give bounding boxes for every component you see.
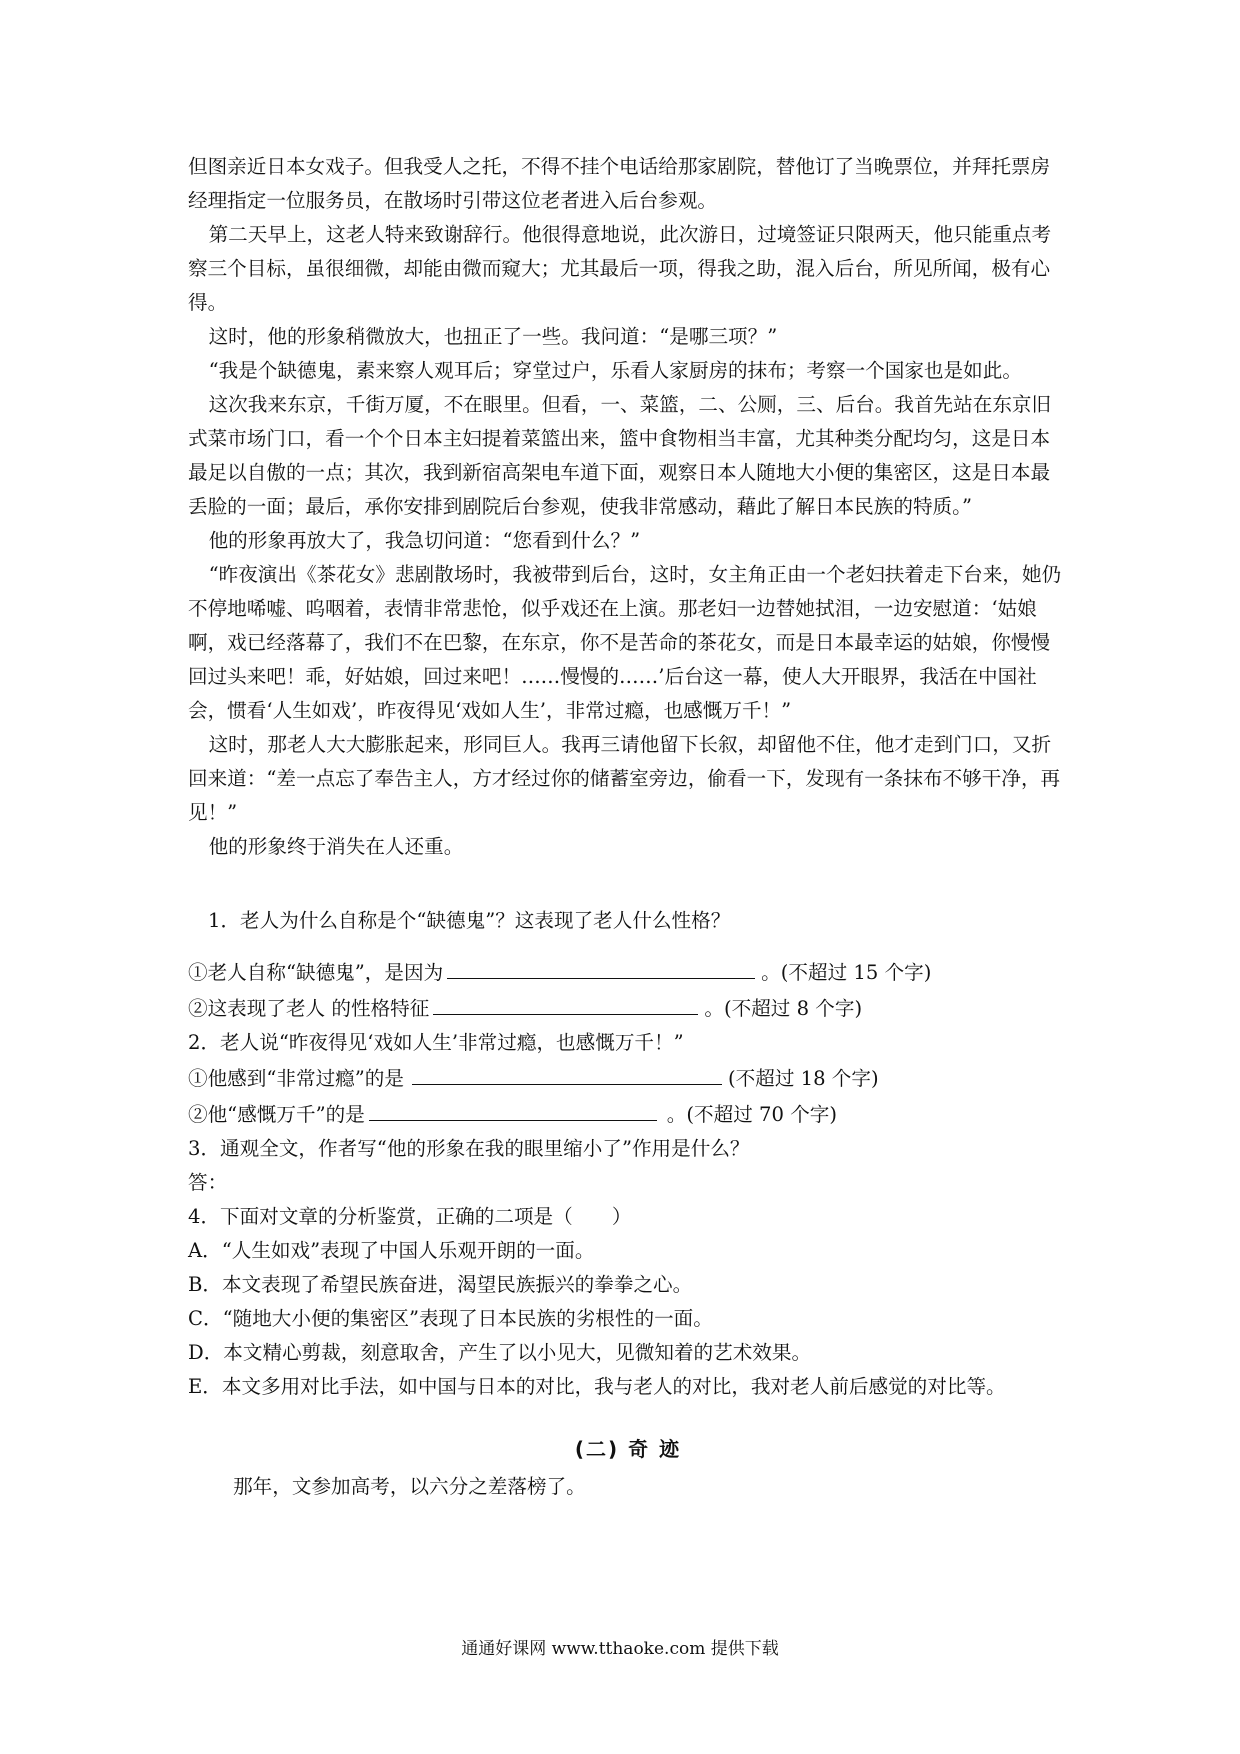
option-e[interactable]: E．本文多用对比手法，如中国与日本的对比，我与老人的对比，我对老人前后感觉的对比等。 <box>188 1375 1006 1398</box>
section-2-first-line: 那年，文参加高考，以六分之差落榜了。 <box>233 1475 586 1498</box>
question-1b <box>188 990 1068 1026</box>
answer-blank-2b[interactable] <box>369 1096 657 1121</box>
paragraph-1: 但图亲近日本女戏子。但我受人之托，不得不挂个电话给那家剧院，替他订了当晚票位，并拜托票房经理指定一位服务员，在散场时引带这位老者进入后台参观。 <box>188 155 1051 212</box>
question-3: 3．通观全文，作者写“他的形象在我的眼里缩小了”作用是什么？ <box>188 1137 750 1160</box>
answer-blank-2a[interactable] <box>412 1060 722 1085</box>
question-1b-limit: 。(不超过 8 个字) <box>704 997 863 1020</box>
paragraph-6: 他的形象再放大了，我急切问道：“您看到什么？” <box>208 529 641 552</box>
page-footer: 通通好课网 www.tthaoke.com 提供下载 <box>461 1639 779 1659</box>
option-a[interactable]: A．“人生如戏”表现了中国人乐观开朗的一面。 <box>188 1239 595 1262</box>
question-4: 4．下面对文章的分析鉴赏，正确的二项是（ ） <box>188 1205 632 1228</box>
paragraph-2: 第二天早上，这老人特来致谢辞行。他很得意地说，此次游日，过境签证只限两天，他只能重点考察三个目标，虽很细微，却能由微而窥大；尤其最后一项，得我之助，混入后台，所见所闻，极有心得。 <box>188 223 1052 314</box>
question-1: 1．老人为什么自称是个“缺德鬼”？这表现了老人什么性格？ <box>208 909 731 932</box>
paragraph-3: 这时，他的形象稍微放大，也扭正了一些。我问道：“是哪三项？” <box>208 325 778 348</box>
paragraph-8: 这时，那老人大大膨胀起来，形同巨人。我再三请他留下长叙，却留他不住，他才走到门口，又折回来道：“差一点忘了奉告主人，方才经过你的储蓄室旁边，偷看一下，发现有一条抹布不够干净，再见！” <box>188 733 1061 824</box>
document-body <box>188 150 1068 1504</box>
paragraph-9: 他的形象终于消失在人还重。 <box>208 835 464 858</box>
option-d[interactable]: D．本文精心剪裁，刻意取舍，产生了以小见大，见微知着的艺术效果。 <box>188 1341 812 1364</box>
option-b[interactable]: B．本文表现了希望民族奋进，渴望民族振兴的拳拳之心。 <box>188 1273 693 1296</box>
question-2a-prompt: ①他感到“非常过瘾”的是 <box>188 1067 404 1090</box>
questions-section <box>188 904 1068 1404</box>
question-1a-limit: 。(不超过 15 个字) <box>761 961 932 984</box>
section-2-title: (二) 奇 迹 <box>574 1437 682 1461</box>
paragraph-5: 这次我来东京，千街万厦，不在眼里。但看，一、菜篮，二、公厕，三、后台。我首先站在东京旧式菜市场门口，看一个个日本主妇提着菜篮出来，篮中食物相当丰富，尤其种类分配均匀，这是日本最足以自傲的一点；其次，我到新宿高架电车道下面，观察日本人随地大小便的集密区，这是日本最丢脸的一面；最后，承你安排到剧院后台参观，使我非常感动，藉此了解日本民族的特质。” <box>188 393 1052 518</box>
story-text <box>188 150 1068 864</box>
paragraph-7: “昨夜演出《茶花女》悲剧散场时，我被带到后台，这时，女主角正由一个老妇扶着走下台来，她仍不停地唏嘘、呜咽着，表情非常悲怆，似乎戏还在上演。那老妇一边替她拭泪，一边安慰道：‘姑娘啊，戏已经落幕了，我们不在巴黎，在东京，你不是苦命的茶花女，而是日本最幸运的姑娘，你慢慢回过头来吧！乖，好姑娘，回过来吧！……慢慢的……’后台这一幕，使人大开眼界，我活在中国社会，惯看‘人生如戏’，昨夜得见‘戏如人生’，非常过瘾，也感慨万千！” <box>188 563 1062 722</box>
question-2: 2．老人说“昨夜得见‘戏如人生’非常过瘾，也感慨万千！” <box>188 1031 684 1054</box>
paragraph-4: “我是个缺德鬼，素来察人观耳后；穿堂过户，乐看人家厨房的抹布；考察一个国家也是如此。 <box>208 359 1022 382</box>
question-2b <box>188 1096 1068 1132</box>
question-2b-limit: 。(不超过 70 个字) <box>666 1103 838 1126</box>
question-2b-prompt: ②他“感慨万千”的是 <box>188 1103 365 1126</box>
question-3-answer[interactable]: 答： <box>188 1171 228 1194</box>
section-2 <box>188 1432 1068 1504</box>
question-1b-prompt: ②这表现了老人 的性格特征 <box>188 997 430 1020</box>
answer-blank-1a[interactable] <box>447 954 755 979</box>
answer-blank-1b[interactable] <box>433 990 698 1015</box>
question-1a-prompt: ①老人自称“缺德鬼”，是因为 <box>188 961 444 984</box>
option-c[interactable]: C．“随地大小便的集密区”表现了日本民族的劣根性的一面。 <box>188 1307 713 1330</box>
question-1a <box>188 954 1068 990</box>
question-2a <box>188 1060 1068 1096</box>
question-2a-limit: (不超过 18 个字) <box>727 1067 879 1090</box>
